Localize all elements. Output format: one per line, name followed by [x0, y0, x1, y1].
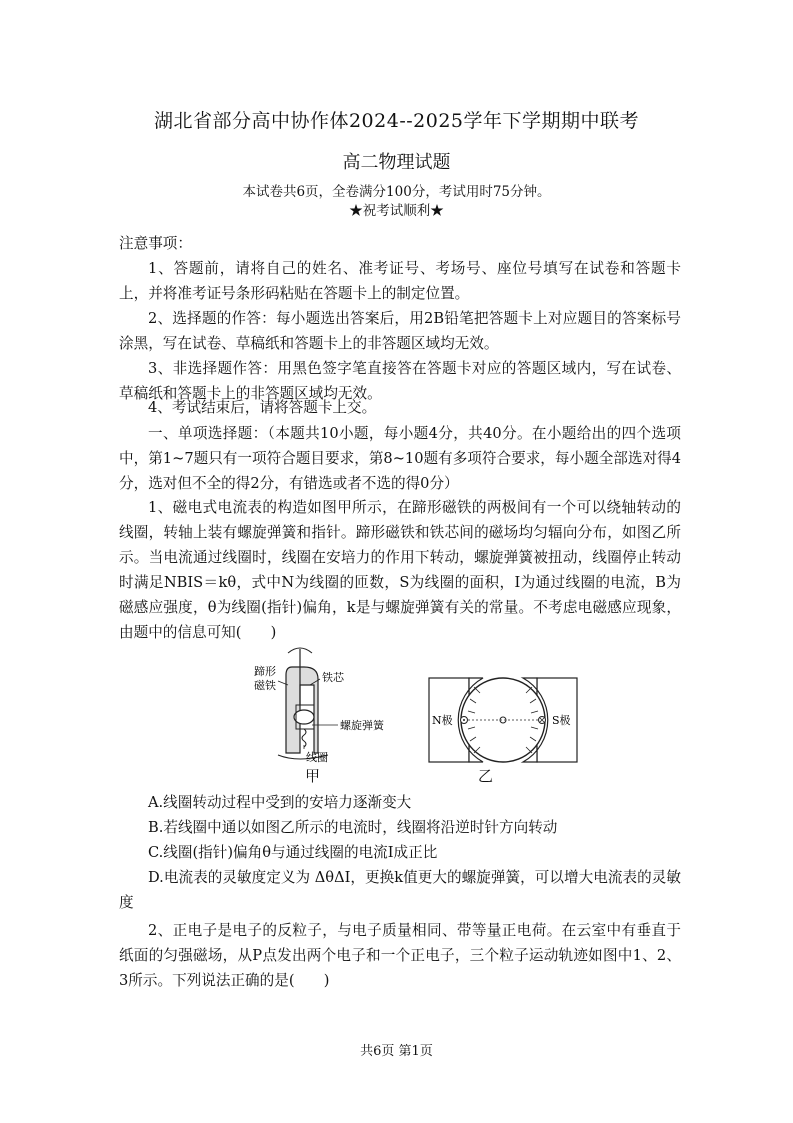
radial-field-figure	[428, 675, 578, 765]
spring-shape	[302, 729, 306, 747]
label-n-pole: N极	[432, 714, 453, 727]
label-magnet-2: 磁铁	[254, 679, 276, 692]
note-item-1: 1、答题前，请将自己的姓名、准考证号、考场号、座位号填写在试卷和答题卡上，并将准考证号条形码粘贴在答题卡上的制定位置。	[119, 260, 681, 302]
label-spring: 螺旋弹簧	[340, 719, 384, 732]
label-magnet-1: 蹄形	[254, 665, 276, 678]
exam-info: 本试卷共6页，全卷满分100分，考试用时75分钟。	[242, 184, 551, 200]
page-footer: 共6页 第1页	[360, 1044, 433, 1059]
exam-title: 湖北省部分高中协作体2024--2025学年下学期期中联考	[153, 110, 640, 132]
question-2-stem: 2、正电子是电子的反粒子，与电子质量相同、带等量正电荷。在云室中有垂直于纸面的匀强磁场，从P点发出两个电子和一个正电子，三个粒子运动轨迹如图中1、2、3所示。下列说法正确的是( )	[119, 922, 681, 989]
q1-option-b: B.若线圈中通以如图乙所示的电流时，线圈将沿逆时针方向转动	[148, 819, 558, 836]
q1-option-a: A.线圈转动过程中受到的安培力逐渐变大	[148, 794, 412, 811]
notes-heading: 注意事项：	[119, 235, 192, 252]
question-1-stem: 1、磁电式电流表的构造如图甲所示，在蹄形磁铁的两极间有一个可以绕轴转动的线圈，转轴上装有螺旋弹簧和指针。蹄形磁铁和铁芯间的磁场均匀辐向分布，如图乙所示。当电流通过线圈时，线圈在安培力的作用下转动，螺旋弹簧被扭动，线圈停止转动时满足NBIS＝kθ，式中N为线圈的匝数，S为线圈的面积，I为通过线圈的电流，B为磁感应强度，θ为线圈(指针)偏角，k是与螺旋弹簧有关的常量。不考虑电磁感应现象，由题中的信息可知( )	[119, 499, 681, 641]
q1-option-c: C.线圈(指针)偏角θ与通过线圈的电流I成正比	[148, 844, 438, 861]
core-shape	[294, 710, 314, 724]
label-core: 铁芯	[322, 671, 344, 684]
note-item-4: 4、考试结束后，请将答题卡上交。	[148, 399, 377, 416]
note-item-2: 2、选择题的作答：每小题选出答案后，用2B铅笔把答题卡上对应题目的答案标号涂黑，写在试卷、草稿纸和答题卡上的非答题区域均无效。	[119, 310, 681, 352]
figure-caption-yi: 乙	[478, 767, 494, 785]
note-item-3: 3、非选择题作答：用黑色签字笔直接答在答题卡对应的答题区域内，写在试卷、草稿纸和答题卡上的非答题区域均无效。	[119, 360, 681, 402]
figure-caption-jia: 甲	[305, 767, 321, 785]
label-coil: 线圈	[306, 751, 328, 764]
q1-option-d: D.电流表的灵敏度定义为 ΔθΔI，更换k值更大的螺旋弹簧，可以增大电流表的灵敏度	[119, 869, 681, 911]
label-s-pole: S极	[552, 714, 571, 727]
galvanometer-structure-figure	[248, 645, 384, 767]
exam-wish: ★祝考试顺利★	[349, 203, 444, 219]
section1-intro: 一、单项选择题：（本题共10小题，每小题4分，共40分。在小题给出的四个选项中，第1~7题只有一项符合题目要求，第8~10题有多项符合要求，每小题全部选对得4分，选对但不全的得2分，有错选或者不选的得0分）	[119, 425, 681, 492]
exam-subtitle: 高二物理试题	[342, 152, 451, 173]
